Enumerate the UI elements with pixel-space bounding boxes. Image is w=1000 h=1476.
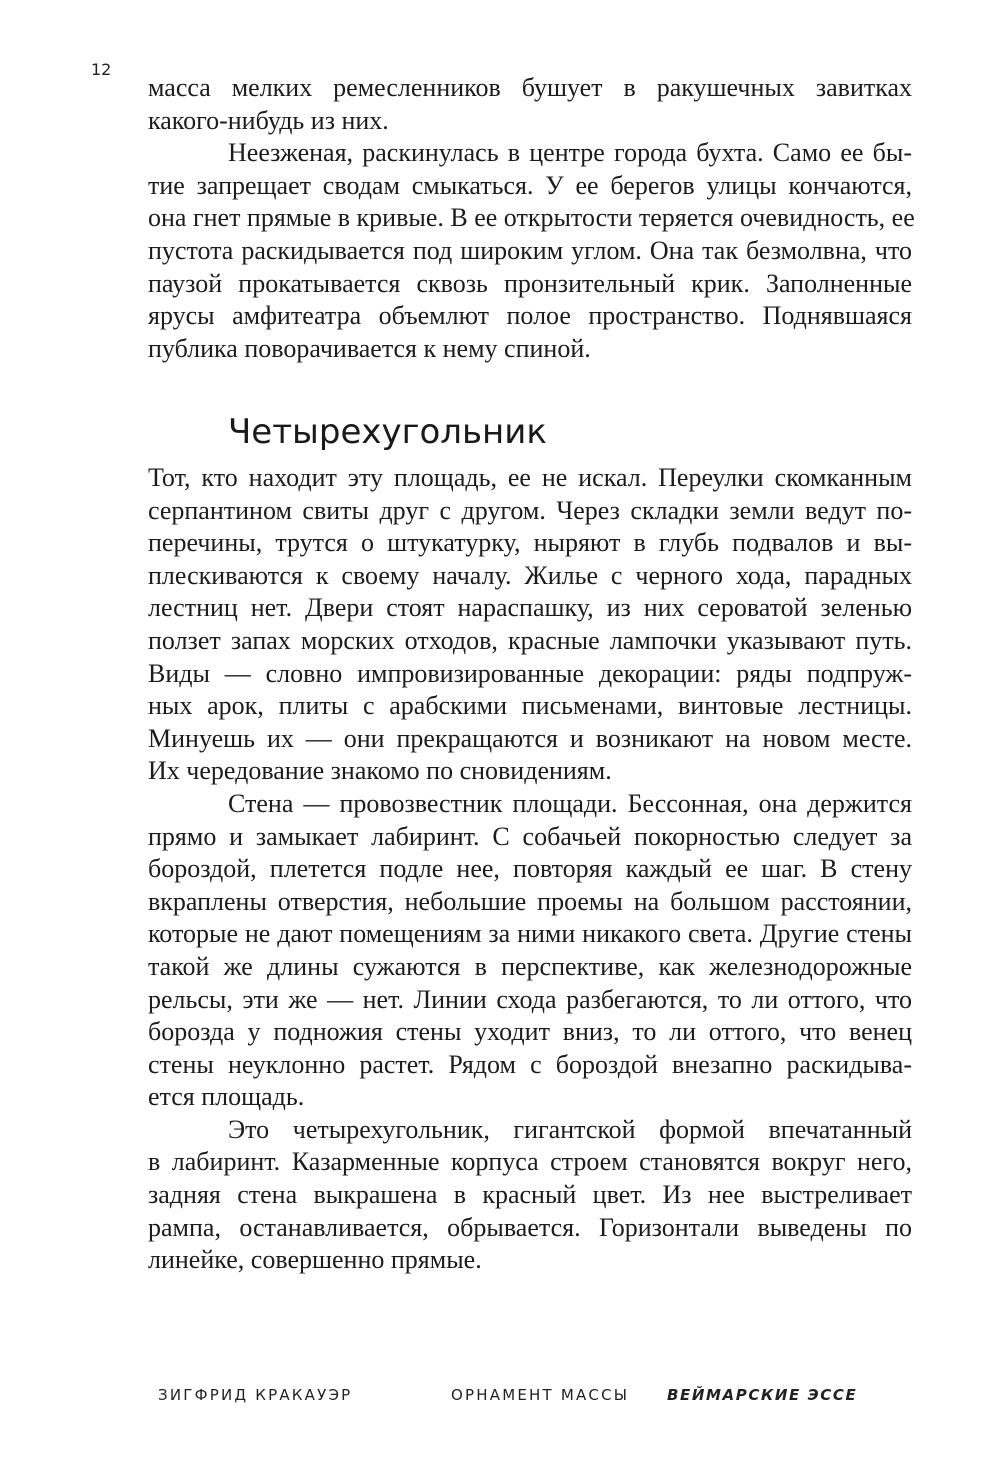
text-line: паузой прокатывается сквозь пронзительный крик. Заполненные [148,268,912,298]
text-line: Их чередование знакомо по сновидениям. [148,756,612,786]
text-line: ных арок, плиты с арабскими письменами, винтовые лестницы. [148,691,912,721]
text-line: которые не дают помещениям за ними никакого света. Другие стены [148,919,912,949]
footer-author: ЗИГФРИД КРАКАУЭР [158,1386,353,1404]
section-heading: Четырехугольник [228,412,547,452]
text-line: Тот, кто находит эту площадь, ее не искал. Переулки скомканным [148,463,912,492]
text-line: ярусы амфитеатра объемлют полое пространство. Поднявшаяся [148,301,912,331]
text-block-section [148,462,912,1277]
page-number: 12 [91,60,112,79]
text-line: такой же длины сужаются в перспективе, как железнодорожные [148,951,912,981]
text-line: Неезженая, раскинулась в центре города бухта. Само ее бы- [228,138,912,168]
text-line: плескиваются к своему началу. Жилье с черного хода, парадных [148,560,912,590]
text-line: Виды — словно импровизированные декорации: ряды подпруж- [148,658,912,688]
text-line: публика поворачивается к нему спиной. [148,333,591,363]
text-line: она гнет прямые в кривые. В ее открытости теряется очевидность, ее [148,203,915,233]
text-line: серпантином свиты друг с другом. Через складки земли ведут по- [148,495,912,525]
text-line: стены неуклонно растет. Рядом с бороздой внезапно раскидыва- [148,1049,912,1079]
text-line: перечины, трутся о штукатурку, ныряют в глубь подвалов и вы- [148,528,912,558]
text-line: Минуешь их — они прекращаются и возникают на новом месте. [148,723,912,753]
text-line: Стена — провозвестник площади. Бессонная, она держится [228,788,912,818]
text-line: ползет запах морских отходов, красные лампочки указывают путь. [148,625,912,655]
text-line: тие запрещает сводам смыкаться. У ее берегов улицы кончаются, [148,170,912,200]
text-block-intro [148,72,915,365]
text-line: какого-нибудь из них. [148,105,389,135]
text-line: ется площадь. [148,1082,305,1112]
text-line: прямо и замыкает лабиринт. С собачьей покорностью следует за [148,821,912,851]
text-line: рельсы, эти же — нет. Линии схода разбегаются, то ли оттого, что [148,984,912,1014]
text-line: задняя стена выкрашена в красный цвет. Из нее выстреливает [148,1180,912,1210]
text-line: Это четырехугольник, гигантской формой впечатанный [228,1114,912,1144]
text-line: борозда у подножия стены уходит вниз, то ли оттого, что венец [148,1017,912,1047]
text-line: линейке, совершенно прямые. [148,1245,482,1275]
text-line: вкраплены отверстия, небольшие проемы на большом расстоянии, [148,886,912,916]
text-line: рампа, останавливается, обрывается. Горизонтали выведены по [148,1212,912,1242]
footer-book-title: ОРНАМЕНТ МАССЫ [451,1386,630,1404]
text-line: пустота раскидывается под широким углом. Она так безмолвна, что [148,235,912,265]
text-line: масса мелких ремесленников бушует в ракушечных завитках [148,73,912,102]
text-line: бороздой, плетется подле нее, повторяя каждый ее шаг. В стену [148,854,912,884]
text-line: в лабиринт. Казарменные корпуса строем становятся вокруг него, [148,1147,912,1177]
text-line: лестниц нет. Двери стоят нараспашку, из них сероватой зеленью [148,593,912,623]
footer-series-title: ВЕЙМАРСКИЕ ЭССЕ [667,1386,858,1404]
